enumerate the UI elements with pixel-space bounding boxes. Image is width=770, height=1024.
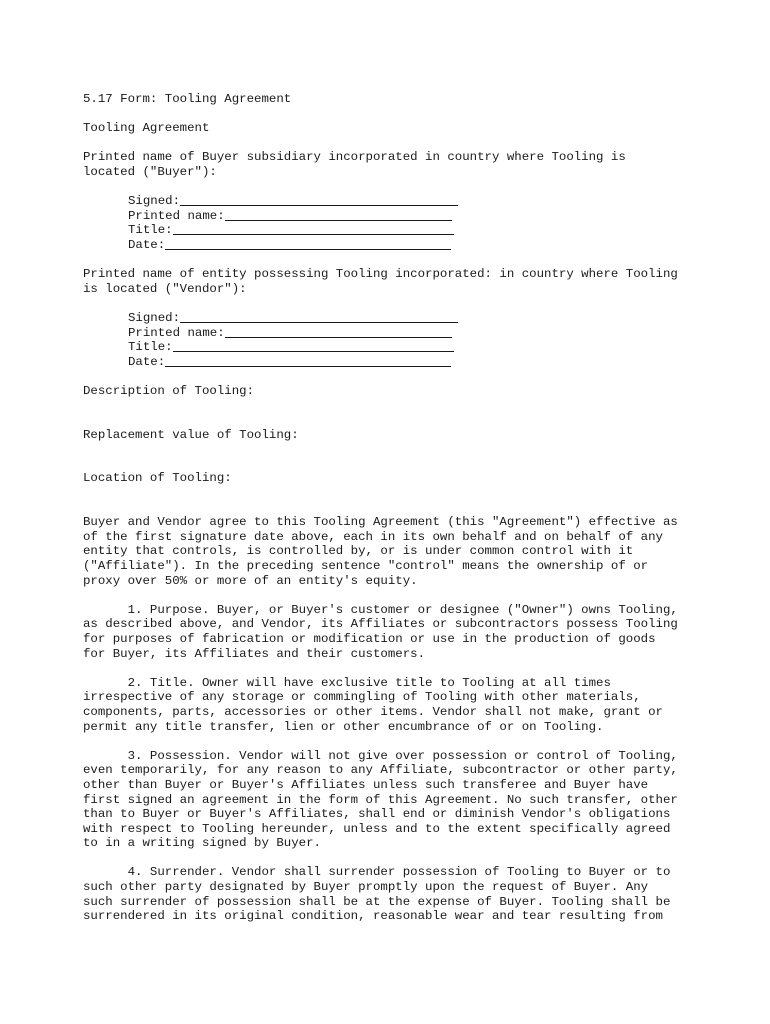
section-title [83, 676, 703, 734]
location-label: Location of Tooling: [83, 471, 232, 486]
buyer-intro-line-1: Printed name of Buyer subsidiary incorporated in country where Tooling is [83, 150, 626, 165]
buyer-title-line[interactable] [173, 223, 454, 235]
section-line: for purposes of fabrication or modification or use in the production of goods [83, 631, 656, 646]
vendor-signed-line[interactable] [180, 311, 458, 323]
vendor-printed-name-label: Printed name: [128, 325, 225, 340]
section-line: with respect to Tooling hereunder, unless and to the extent specifically agreed [83, 821, 671, 836]
preamble-line: entity that controls, is controlled by, or is under common control with it [83, 544, 634, 559]
vendor-signed-label: Signed: [128, 310, 181, 325]
document-heading: 5.17 Form: Tooling Agreement [83, 92, 292, 106]
section-line: 2. Title. Owner will have exclusive title to Tooling at all times [83, 675, 611, 690]
buyer-date-line[interactable] [165, 238, 451, 250]
vendor-date-line[interactable] [165, 355, 451, 367]
vendor-date-row [128, 355, 703, 370]
vendor-printed-name-line[interactable] [225, 326, 452, 338]
buyer-printed-name-line[interactable] [225, 209, 452, 221]
section-line: for Buyer, its Affiliates and their customers. [83, 646, 426, 661]
buyer-signed-line[interactable] [180, 194, 458, 206]
section-surrender [83, 865, 703, 923]
vendor-title-row [128, 340, 703, 355]
buyer-date-row [128, 238, 703, 253]
section-line: 3. Possession. Vendor will not give over possession or control of Tooling, [83, 748, 678, 763]
section-line: 4. Surrender. Vendor shall surrender possession of Tooling to Buyer or to [83, 865, 671, 880]
section-line: such surrender of possession shall be at the expense of Buyer. Tooling shall be [83, 894, 671, 909]
section-line: permit any title transfer, lien or other encumbrance of or on Tooling. [83, 719, 604, 734]
replacement-value-label: Replacement value of Tooling: [83, 427, 299, 442]
section-line: even temporarily, for any reason to any Affiliate, subcontractor or other party, [83, 763, 678, 778]
vendor-signed-row [128, 311, 703, 326]
buyer-printed-name-label: Printed name: [128, 208, 225, 223]
document-title: Tooling Agreement [83, 121, 210, 136]
buyer-signature-block [83, 194, 703, 252]
description-label: Description of Tooling: [83, 383, 255, 398]
section-line: surrendered in its original condition, reasonable wear and tear resulting from [83, 909, 663, 924]
buyer-title-label: Title: [128, 223, 173, 238]
vendor-intro-line-1: Printed name of entity possessing Tooling incorporated: in country where Tooling [83, 267, 678, 282]
section-line: irrespective of any storage or commingling of Tooling with other materials, [83, 690, 641, 705]
buyer-intro-line-2: located ("Buyer"): [83, 164, 217, 179]
preamble-line: Buyer and Vendor agree to this Tooling Agreement (this "Agreement") effective as [83, 515, 678, 530]
vendor-signature-block [83, 311, 703, 369]
section-line: as described above, and Vendor, its Affiliates or subcontractors possess Tooling [83, 617, 678, 632]
section-line: to in a writing signed by Buyer. [83, 836, 321, 851]
vendor-date-label: Date: [128, 354, 166, 369]
section-purpose [83, 603, 703, 661]
buyer-title-row [128, 223, 703, 238]
buyer-signed-row [128, 194, 703, 209]
buyer-signed-label: Signed: [128, 194, 181, 209]
buyer-date-label: Date: [128, 237, 166, 252]
section-possession [83, 749, 703, 851]
vendor-title-label: Title: [128, 340, 173, 355]
section-line: than to Buyer or Buyer's Affiliates, shall end or diminish Vendor's obligations [83, 807, 671, 822]
vendor-title-line[interactable] [173, 340, 454, 352]
preamble-line: proxy over 50% or more of an entity's equity. [83, 573, 418, 588]
preamble-line: ("Affiliate"). In the preceding sentence "control" means the ownership of or [83, 559, 649, 573]
preamble-line: of the first signature date above, each in its own behalf and on behalf of any [83, 529, 663, 544]
section-line: first signed an agreement in the form of this Agreement. No such transfer, other [83, 792, 678, 807]
section-line: such other party designated by Buyer promptly upon the request of Buyer. Any [83, 880, 649, 895]
buyer-printed-name-row [128, 209, 703, 224]
section-line: components, parts, accessories or other items. Vendor shall not make, grant or [83, 704, 663, 719]
section-line: 1. Purpose. Buyer, or Buyer's customer or designee ("Owner") owns Tooling, [83, 602, 678, 617]
document-page [83, 92, 703, 924]
preamble-paragraph [83, 515, 703, 588]
section-line: other than Buyer or Buyer's Affiliates unless such transferee and Buyer have [83, 777, 649, 792]
vendor-intro-line-2: is located ("Vendor"): [83, 281, 247, 296]
vendor-printed-name-row [128, 326, 703, 341]
